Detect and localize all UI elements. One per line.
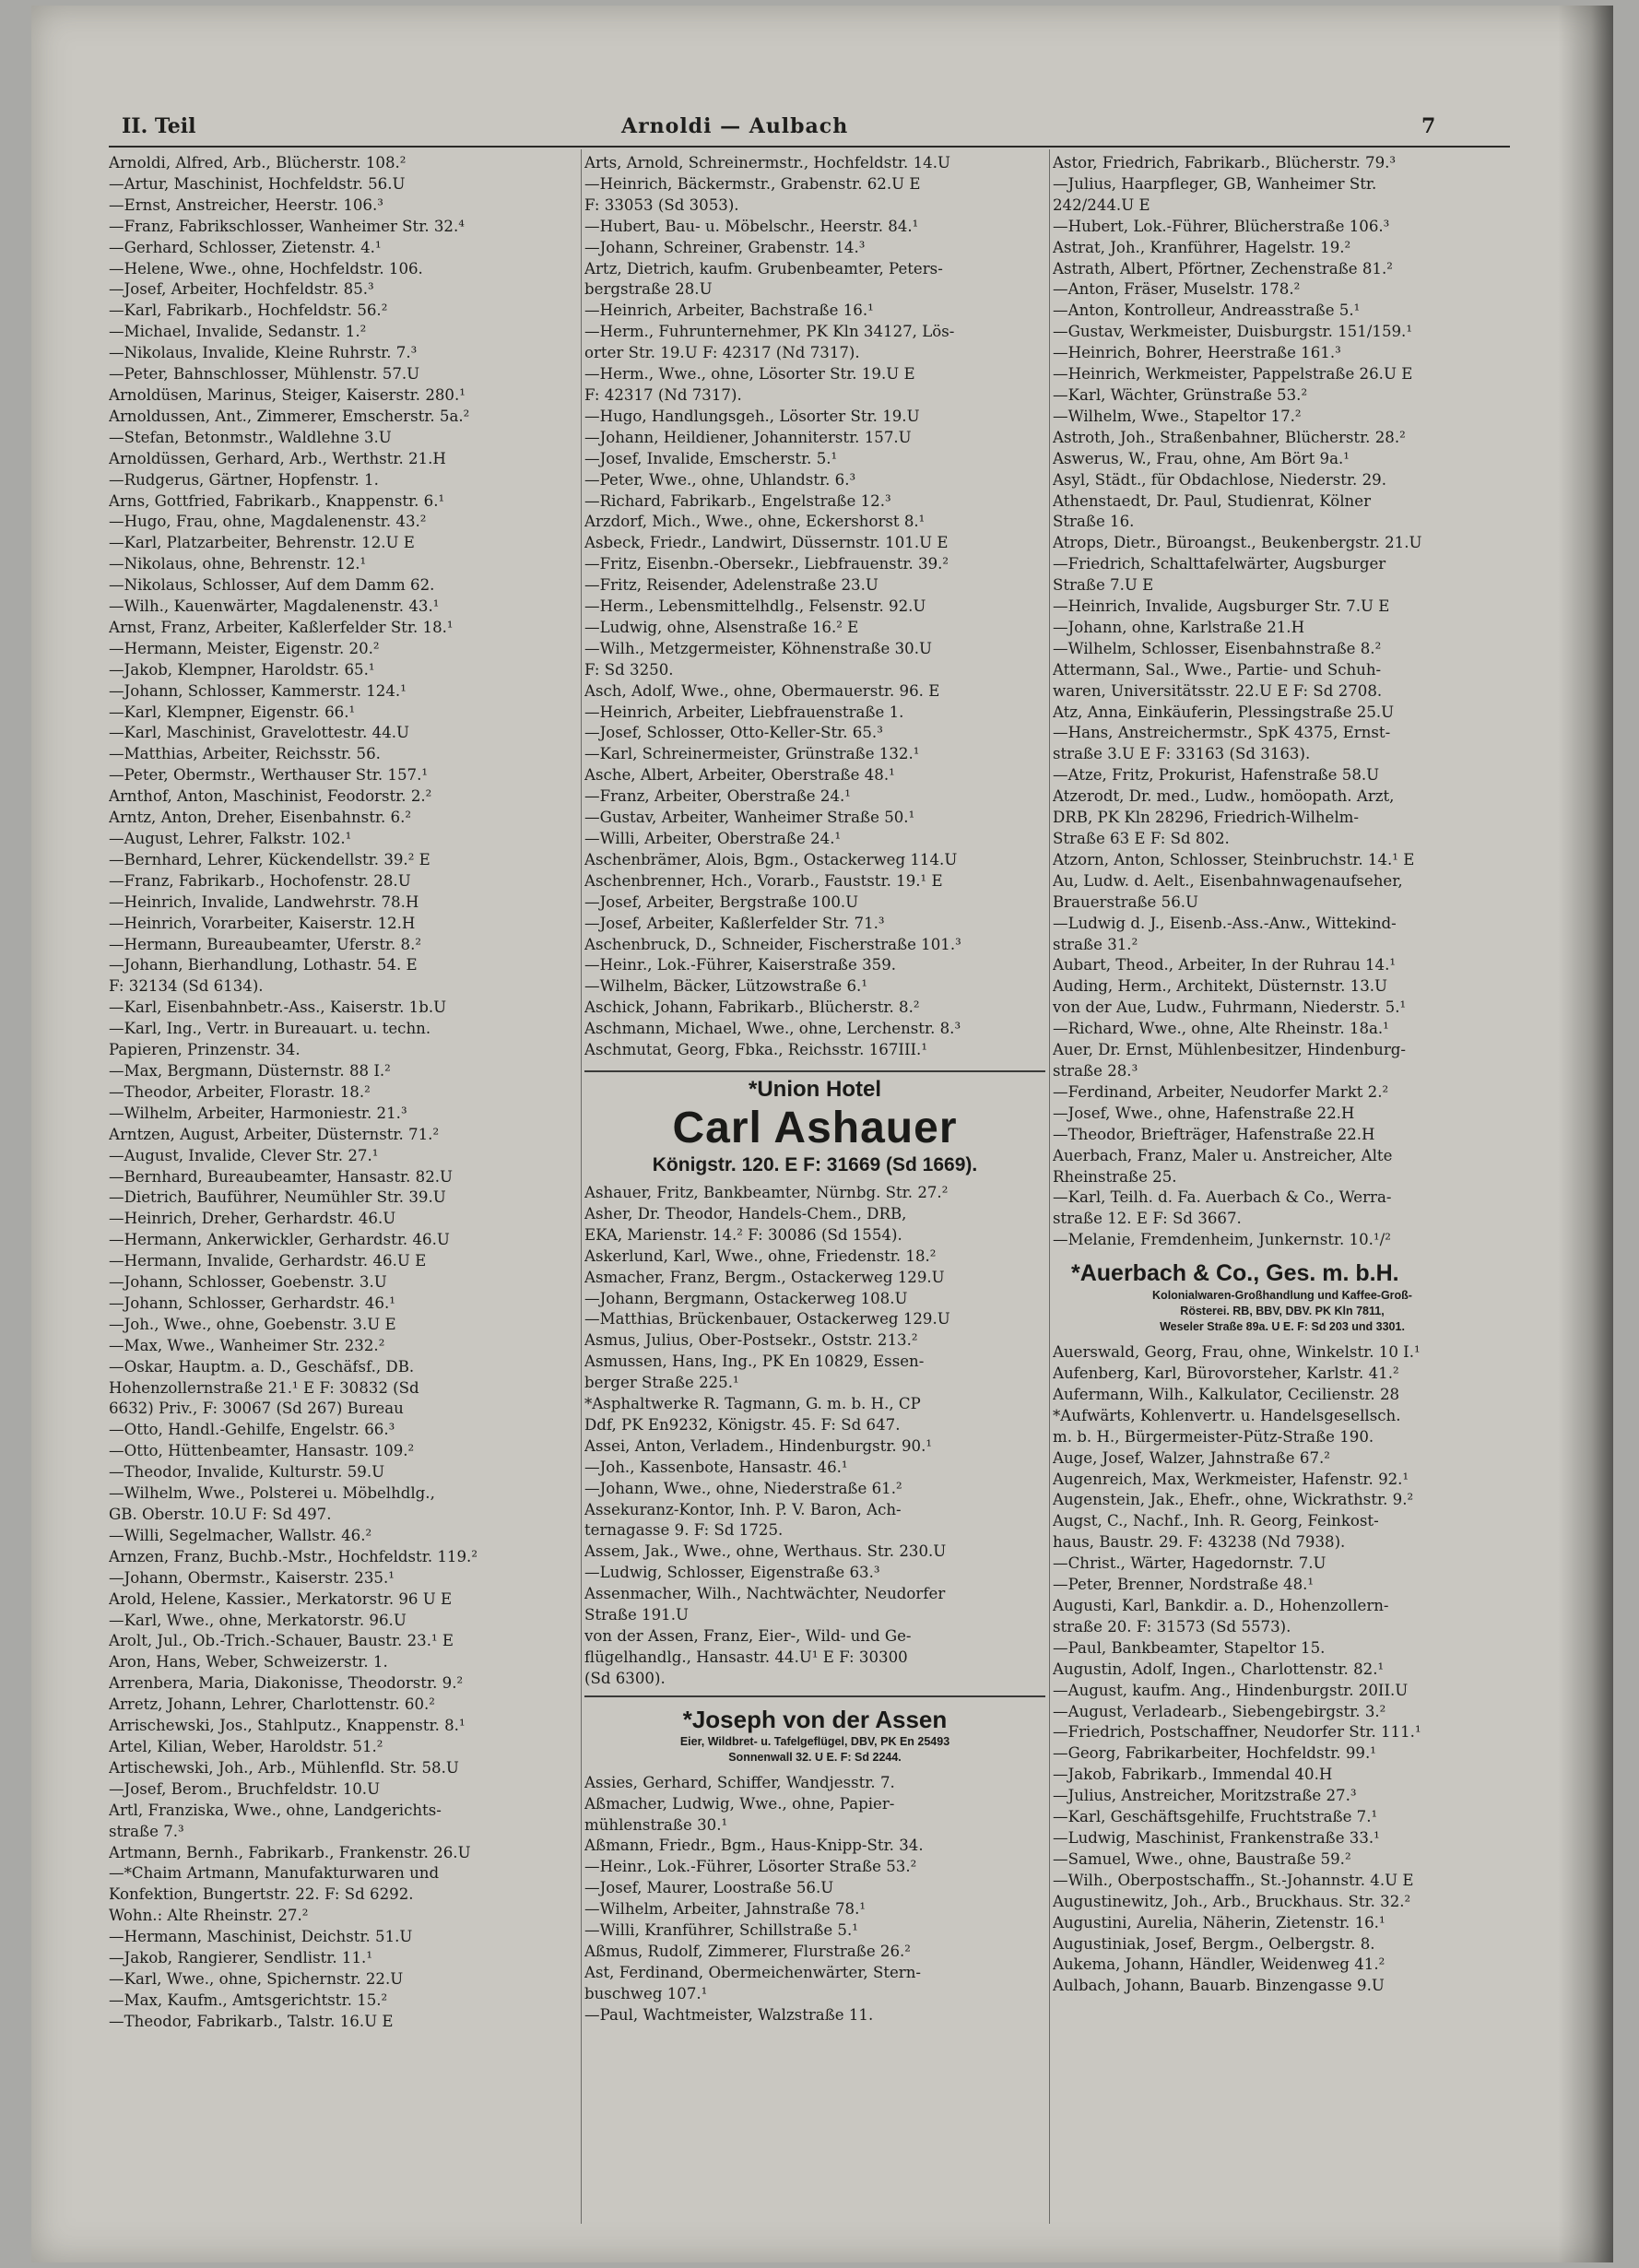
directory-entry: Arretz, Johann, Lehrer, Charlottenstr. 60.² <box>109 1695 435 1714</box>
directory-entry: Atz, Anna, Einkäuferin, Plessingstraße 25.U <box>1053 703 1395 721</box>
directory-entry: Asch, Adolf, Wwe., ohne, Obermauerstr. 96. E <box>584 681 940 700</box>
directory-entry: —Karl, Wächter, Grünstraße 53.² <box>1053 385 1308 404</box>
directory-entry: ternagasse 9. F: Sd 1725. <box>584 1521 784 1540</box>
directory-entry: —Oskar, Hauptm. a. D., Geschäfsf., DB. <box>109 1357 415 1376</box>
directory-entry: —Willi, Arbeiter, Oberstraße 24.¹ <box>584 830 842 847</box>
directory-entry: —Heinrich, Invalide, Landwehrstr. 78.H <box>109 892 419 911</box>
directory-entry: —Ernst, Anstreicher, Heerstr. 106.³ <box>109 195 383 214</box>
directory-entry: Arts, Arnold, Schreinermstr., Hochfeldstr. 14.U <box>584 154 950 171</box>
directory-entry: Aschick, Johann, Fabrikarb., Blücherstr. 8.² <box>584 998 920 1017</box>
directory-entry: —Anton, Fräser, Muselstr. 178.² <box>1053 280 1301 299</box>
directory-entry: —Herm., Lebensmittelhdlg., Felsenstr. 92.U <box>584 597 926 616</box>
directory-entry: —Karl, Wwe., ohne, Spichernstr. 22.U <box>109 1969 404 1988</box>
entry-list <box>109 153 579 2033</box>
directory-entry: Arnthof, Anton, Maschinist, Feodorstr. 2.² <box>109 787 432 806</box>
directory-entry: —Josef, Berom., Bruchfeldstr. 10.U <box>109 1779 381 1798</box>
directory-entry: —Franz, Fabrikarb., Hochofenstr. 28.U <box>109 871 411 890</box>
directory-entry: Arnzen, Franz, Buchb.-Mstr., Hochfeldstr. 119.² <box>109 1547 478 1565</box>
directory-entry: Astor, Friedrich, Fabrikarb., Blücherstr. 79.³ <box>1053 154 1397 171</box>
directory-entry: DRB, PK Kln 28296, Friedrich-Wilhelm- <box>1053 809 1360 827</box>
directory-entry: —Matthias, Arbeiter, Reichsstr. 56. <box>109 745 381 763</box>
directory-entry: Arrenbera, Maria, Diakonisse, Theodorstr. 9.² <box>109 1674 464 1693</box>
directory-entry: straße 7.³ <box>109 1822 184 1840</box>
directory-entry: —Wilhelm, Wwe., Stapeltor 17.² <box>1053 407 1302 425</box>
directory-entry: Augusti, Karl, Bankdir. a. D., Hohenzollern- <box>1053 1597 1389 1614</box>
directory-entry: —Heinrich, Invalide, Augsburger Str. 7.U E <box>1053 597 1390 616</box>
directory-entry: —Artur, Maschinist, Hochfeldstr. 56.U <box>109 174 406 193</box>
directory-entry: buschweg 107.¹ <box>584 1984 708 2002</box>
directory-entry: Ast, Ferdinand, Obermeichenwärter, Stern- <box>584 1963 922 1981</box>
directory-entry: —Hans, Anstreichermstr., SpK 4375, Ernst- <box>1053 724 1391 742</box>
directory-page <box>31 6 1613 2262</box>
directory-entry: —Karl, Klempner, Eigenstr. 66.¹ <box>109 703 356 721</box>
directory-entry: —Josef, Wwe., ohne, Hafenstraße 22.H <box>1053 1104 1355 1122</box>
directory-entry: —Peter, Brenner, Nordstraße 48.¹ <box>1053 1576 1315 1594</box>
directory-entry: 242/244.U E <box>1053 195 1150 214</box>
directory-entry: —Johann, Wwe., ohne, Niederstraße 61.² <box>584 1479 902 1497</box>
directory-entry: Atrops, Dietr., Büroangst., Beukenbergstr. 21.U <box>1053 534 1422 552</box>
advert-line: Eier, Wildbret- u. Tafelgeflügel, DBV, PK En 25493 <box>679 1734 950 1748</box>
directory-entry: Aschenbrenner, Hch., Vorarb., Fauststr. 19.¹ E <box>584 871 943 890</box>
directory-entry: straße 12. E F: Sd 3667. <box>1053 1210 1242 1228</box>
entry-list <box>584 1773 1045 2026</box>
directory-entry: —Wilhelm, Bäcker, Lützowstraße 6.¹ <box>584 977 867 996</box>
directory-entry: —Karl, Geschäftsgehilfe, Fruchtstraße 7.¹ <box>1053 1808 1378 1826</box>
column-3 <box>1053 153 1512 1997</box>
directory-entry: Augustin, Adolf, Ingen., Charlottenstr. 82.¹ <box>1053 1660 1385 1678</box>
directory-entry: Asmussen, Hans, Ing., PK En 10829, Essen- <box>584 1353 925 1371</box>
directory-entry: —Josef, Arbeiter, Kaßlerfelder Str. 71.³ <box>584 914 885 932</box>
directory-entry: —Ferdinand, Arbeiter, Neudorfer Markt 2.² <box>1053 1082 1389 1101</box>
directory-entry: —Friedrich, Postschaffner, Neudorfer Str. 111.¹ <box>1053 1723 1421 1742</box>
directory-entry: —Heinrich, Vorarbeiter, Kaiserstr. 12.H <box>109 914 416 932</box>
directory-entry: —Wilhelm, Arbeiter, Harmoniestr. 21.³ <box>109 1104 407 1122</box>
directory-entry: Artz, Dietrich, kaufm. Grubenbeamter, Peters- <box>584 259 943 278</box>
directory-entry: —Wilhelm, Arbeiter, Jahnstraße 78.¹ <box>584 1900 867 1919</box>
directory-entry: —Heinrich, Bohrer, Heerstraße 161.³ <box>1053 344 1341 362</box>
directory-entry: —Wilh., Kauenwärter, Magdalenenstr. 43.¹ <box>109 597 440 616</box>
directory-entry: Straße 191.U <box>584 1606 689 1624</box>
directory-entry: —Friedrich, Schalttafelwärter, Augsburger <box>1053 555 1386 573</box>
directory-entry: Augustini, Aurelia, Näherin, Zietenstr. 16.¹ <box>1053 1913 1385 1931</box>
directory-entry: Auge, Josef, Walzer, Jahnstraße 67.² <box>1053 1448 1330 1467</box>
directory-entry: Assenmacher, Wilh., Nachtwächter, Neudorfer <box>584 1585 946 1603</box>
directory-entry: —Hermann, Meister, Eigenstr. 20.² <box>109 639 380 657</box>
directory-entry: von der Assen, Franz, Eier-, Wild- und Ge- <box>584 1627 912 1645</box>
directory-entry: —Heinr., Lok.-Führer, Lösorter Straße 53.² <box>584 1858 917 1876</box>
directory-entry: Auerbach, Franz, Maler u. Anstreicher, Alte <box>1053 1146 1393 1164</box>
directory-entry: Augenstein, Jak., Ehefr., ohne, Wickrathstr. 9.² <box>1053 1491 1414 1509</box>
directory-entry: bergstraße 28.U <box>584 280 713 299</box>
directory-entry: —Willi, Kranführer, Schillstraße 5.¹ <box>584 1921 858 1940</box>
directory-entry: —Heinrich, Arbeiter, Bachstraße 16.¹ <box>584 301 874 320</box>
directory-entry: —Otto, Hüttenbeamter, Hansastr. 109.² <box>109 1442 415 1460</box>
directory-entry: —Paul, Bankbeamter, Stapeltor 15. <box>1053 1638 1326 1657</box>
directory-entry: —Herm., Fuhrunternehmer, PK Kln 34127, Lös- <box>584 323 955 341</box>
directory-entry: —Karl, Wwe., ohne, Merkatorstr. 96.U <box>109 1611 407 1629</box>
directory-entry: —Wilh., Metzgermeister, Köhnenstraße 30.U <box>584 639 932 657</box>
directory-entry: Assekuranz-Kontor, Inh. P. V. Baron, Ach- <box>584 1500 902 1518</box>
directory-entry: Konfektion, Bungertstr. 22. F: Sd 6292. <box>109 1885 414 1904</box>
directory-entry: EKA, Marienstr. 14.² F: 30086 (Sd 1554). <box>584 1225 902 1244</box>
directory-entry: Asyl, Städt., für Obdachlose, Niederstr. 29. <box>1053 470 1386 489</box>
directory-entry: —Karl, Ing., Vertr. in Bureauart. u. techn. <box>109 1020 431 1038</box>
directory-entry: —Atze, Fritz, Prokurist, Hafenstraße 58.U <box>1053 766 1380 785</box>
directory-entry: F: Sd 3250. <box>584 660 674 679</box>
directory-entry: Aschmann, Michael, Wwe., ohne, Lerchenstr. 8.³ <box>584 1020 961 1038</box>
column-1 <box>109 153 579 2033</box>
directory-entry: —Ludwig, Maschinist, Frankenstraße 33.¹ <box>1053 1828 1380 1847</box>
column-2 <box>584 153 1045 2026</box>
directory-entry: —Johann, Obermstr., Kaiserstr. 235.¹ <box>109 1568 395 1587</box>
directory-entry: —Dietrich, Bauführer, Neumühler Str. 39.U <box>109 1188 446 1207</box>
advert-union-hotel <box>584 1070 1045 1177</box>
directory-entry: berger Straße 225.¹ <box>584 1374 739 1392</box>
directory-entry: —Rudgerus, Gärtner, Hopfenstr. 1. <box>109 470 379 489</box>
directory-entry: —Johann, Schlosser, Kammerstr. 124.¹ <box>109 681 407 700</box>
column-divider <box>1049 149 1050 2224</box>
directory-entry: —Michael, Invalide, Sedanstr. 1.² <box>109 323 367 341</box>
directory-entry: Aron, Hans, Weber, Schweizerstr. 1. <box>109 1653 388 1671</box>
directory-entry: —Heinrich, Bäckermstr., Grabenstr. 62.U E <box>584 174 921 193</box>
directory-entry: Artel, Kilian, Weber, Haroldstr. 51.² <box>109 1737 383 1755</box>
directory-entry: Straße 16. <box>1053 513 1135 531</box>
directory-entry: F: 32134 (Sd 6134). <box>109 977 264 996</box>
directory-entry: —Joh., Wwe., ohne, Goebenstr. 3.U E <box>109 1315 396 1333</box>
directory-entry: Arntz, Anton, Dreher, Eisenbahnstr. 6.² <box>109 809 412 827</box>
directory-entry: —Joh., Kassenbote, Hansastr. 46.¹ <box>584 1458 848 1476</box>
directory-entry: —Samuel, Wwe., ohne, Baustraße 59.² <box>1053 1849 1351 1868</box>
directory-entry: GB. Oberstr. 10.U F: Sd 497. <box>109 1506 332 1523</box>
directory-entry: —Fritz, Eisenbn.-Obersekr., Liebfrauenstr. 39.² <box>584 555 949 573</box>
advert-name: *Auerbach & Co., Ges. m. b.H. <box>1071 1260 1399 1287</box>
directory-entry: —Karl, Fabrikarb., Hochfeldstr. 56.² <box>109 301 388 320</box>
directory-entry: —Franz, Arbeiter, Oberstraße 24.¹ <box>584 787 851 806</box>
directory-entry: Asmacher, Franz, Bergm., Ostackerweg 129.U <box>584 1268 945 1286</box>
directory-entry: haus, Baustr. 29. F: 43238 (Nd 7938). <box>1053 1533 1346 1552</box>
directory-entry: —Ludwig, Schlosser, Eigenstraße 63.³ <box>584 1564 880 1582</box>
directory-entry: Ashauer, Fritz, Bankbeamter, Nürnbg. Str. 27.² <box>584 1183 949 1201</box>
directory-entry: (Sd 6300). <box>584 1669 666 1687</box>
directory-entry: —Georg, Fabrikarbeiter, Hochfeldstr. 99.¹ <box>1053 1744 1376 1763</box>
directory-entry: —Wilh., Oberpostschaffn., St.-Johannstr. 4.U E <box>1053 1871 1414 1889</box>
directory-entry: F: 33053 (Sd 3053). <box>584 195 739 214</box>
advert-address: Königstr. 120. E F: 31669 (Sd 1669). <box>652 1153 978 1175</box>
directory-entry: —Hermann, Invalide, Gerhardstr. 46.U E <box>109 1252 427 1270</box>
directory-entry: straße 31.² <box>1053 935 1138 953</box>
directory-entry: —Nikolaus, ohne, Behrenstr. 12.¹ <box>109 555 367 573</box>
directory-entry: straße 3.U E F: 33163 (Sd 3163). <box>1053 745 1311 763</box>
directory-entry: Aschenbrämer, Alois, Bgm., Ostackerweg 114.U <box>584 850 958 868</box>
directory-entry: —Johann, Bierhandlung, Lothastr. 54. E <box>109 956 418 975</box>
directory-entry: —Johann, Bergmann, Ostackerweg 108.U <box>584 1289 908 1307</box>
directory-entry: F: 42317 (Nd 7317). <box>584 385 742 404</box>
directory-entry: Aßmus, Rudolf, Zimmerer, Flurstraße 26.² <box>584 1942 911 1960</box>
directory-entry: —Heinrich, Arbeiter, Liebfrauenstraße 1. <box>584 703 904 721</box>
directory-entry: —Matthias, Brückenbauer, Ostackerweg 129.U <box>584 1310 950 1329</box>
directory-entry: Aufenberg, Karl, Bürovorsteher, Karlstr. 41.² <box>1053 1364 1399 1383</box>
directory-entry: —August, Lehrer, Falkstr. 102.¹ <box>109 830 352 847</box>
page-header-range: Arnoldi — Aulbach <box>621 114 849 138</box>
directory-entry: Arnoldussen, Ant., Zimmerer, Emscherstr. 5a.² <box>109 407 470 425</box>
directory-entry: —Max, Kaufm., Amtsgerichtstr. 15.² <box>109 1990 388 2009</box>
directory-entry: —Karl, Schreinermeister, Grünstraße 132.¹ <box>584 745 920 763</box>
advert-title: *Union Hotel <box>749 1076 881 1102</box>
directory-entry: —Nikolaus, Schlosser, Auf dem Damm 62. <box>109 576 435 595</box>
directory-entry: waren, Universitätsstr. 22.U E F: Sd 2708. <box>1053 681 1383 700</box>
directory-entry: mühlenstraße 30.¹ <box>584 1815 728 1834</box>
directory-entry: —Heinrich, Dreher, Gerhardstr. 46.U <box>109 1210 396 1228</box>
directory-entry: —Josef, Maurer, Loostraße 56.U <box>584 1879 834 1897</box>
directory-entry: —Peter, Bahnschlosser, Mühlenstr. 57.U <box>109 365 420 384</box>
directory-entry: —Nikolaus, Invalide, Kleine Ruhrstr. 7.³ <box>109 344 418 362</box>
directory-entry: Arrischewski, Jos., Stahlputz., Knappenstr. 8.¹ <box>109 1717 466 1735</box>
directory-entry: —Hugo, Frau, ohne, Magdalenenstr. 43.² <box>109 513 427 531</box>
directory-entry: Augustiniak, Josef, Bergm., Oelbergstr. 8. <box>1053 1934 1375 1953</box>
directory-entry: Rheinstraße 25. <box>1053 1167 1177 1186</box>
directory-entry: —Josef, Arbeiter, Hochfeldstr. 85.³ <box>109 280 374 299</box>
entry-list <box>1053 1342 1512 1997</box>
directory-entry: Aswerus, W., Frau, ohne, Am Bört 9a.¹ <box>1053 449 1350 467</box>
directory-entry: Augenreich, Max, Werkmeister, Hafenstr. 92.¹ <box>1053 1470 1409 1488</box>
directory-entry: —Hermann, Bureaubeamter, Uferstr. 8.² <box>109 935 422 953</box>
directory-entry: flügelhandlg., Hansastr. 44.U¹ E F: 30300 <box>584 1648 908 1666</box>
directory-entry: Asmus, Julius, Ober-Postsekr., Oststr. 213.² <box>584 1331 918 1350</box>
directory-entry: —Josef, Arbeiter, Bergstraße 100.U <box>584 892 859 911</box>
directory-entry: Arnoldüssen, Gerhard, Arb., Werthstr. 21.H <box>109 449 446 467</box>
directory-entry: —Wilhelm, Wwe., Polsterei u. Möbelhdlg., <box>109 1484 435 1503</box>
directory-entry: Brauerstraße 56.U <box>1053 892 1199 911</box>
directory-entry: Arnoldi, Alfred, Arb., Blücherstr. 108.² <box>109 154 407 171</box>
directory-entry: —Julius, Haarpfleger, GB, Wanheimer Str. <box>1053 174 1377 193</box>
directory-entry: —Theodor, Arbeiter, Florastr. 18.² <box>109 1082 371 1101</box>
header-rule <box>109 146 1510 148</box>
directory-entry: Papieren, Prinzenstr. 34. <box>109 1041 301 1059</box>
directory-entry: Augst, C., Nachf., Inh. R. Georg, Feinkost- <box>1053 1512 1379 1530</box>
directory-entry: Assem, Jak., Wwe., ohne, Werthaus. Str. 230.U <box>584 1542 947 1561</box>
directory-entry: Wohn.: Alte Rheinstr. 27.² <box>109 1907 309 1925</box>
directory-entry: —Gerhard, Schlosser, Zietenstr. 4.¹ <box>109 238 382 256</box>
directory-entry: —Max, Bergmann, Düsternstr. 88 I.² <box>109 1061 391 1080</box>
directory-entry: —Helene, Wwe., ohne, Hochfeldstr. 106. <box>109 259 423 278</box>
advert-name: *Joseph von der Assen <box>682 1705 948 1733</box>
directory-entry: —Theodor, Fabrikarb., Talstr. 16.U E <box>109 2012 394 2030</box>
advert-line: Rösterei. RB, BBV, DBV. PK Kln 7811, <box>1180 1305 1385 1318</box>
directory-entry: Arnst, Franz, Arbeiter, Kaßlerfelder Str. 18.¹ <box>109 618 454 636</box>
directory-entry: Aufermann, Wilh., Kalkulator, Cecilienstr. 28 <box>1053 1385 1400 1403</box>
directory-entry: —Bernhard, Lehrer, Kückendellstr. 39.² E <box>109 850 430 868</box>
directory-entry: Asher, Dr. Theodor, Handels-Chem., DRB, <box>584 1204 907 1223</box>
directory-entry: Auerswald, Georg, Frau, ohne, Winkelstr. 10 I.¹ <box>1053 1343 1421 1362</box>
directory-entry: Askerlund, Karl, Wwe., ohne, Friedenstr. 18.² <box>584 1246 937 1265</box>
directory-entry: Asche, Albert, Arbeiter, Oberstraße 48.¹ <box>584 766 895 785</box>
directory-entry: —Johann, ohne, Karlstraße 21.H <box>1053 618 1305 636</box>
directory-entry: —Johann, Schlosser, Goebenstr. 3.U <box>109 1273 387 1292</box>
directory-entry: Arns, Gottfried, Fabrikarb., Knappenstr. 6.¹ <box>109 491 445 510</box>
advert-line: Kolonialwaren-Großhandlung und Kaffee-Groß- <box>1152 1289 1412 1303</box>
directory-entry: —Gustav, Werkmeister, Duisburgstr. 151/159.¹ <box>1053 323 1412 341</box>
page-header-section: II. Teil <box>122 114 196 138</box>
directory-entry: Au, Ludw. d. Aelt., Eisenbahnwagenaufseher, <box>1053 871 1403 890</box>
directory-entry: —Theodor, Briefträger, Hafenstraße 22.H <box>1053 1125 1375 1143</box>
directory-entry: —Gustav, Arbeiter, Wanheimer Straße 50.¹ <box>584 809 915 827</box>
directory-entry: —Hubert, Lok.-Führer, Blücherstraße 106.³ <box>1053 217 1390 235</box>
directory-entry: Atzorn, Anton, Schlosser, Steinbruchstr. 14.¹ E <box>1053 850 1415 868</box>
advert-name: Carl Ashauer <box>672 1103 958 1152</box>
entry-list <box>584 153 1045 1061</box>
page-number: 7 <box>1421 114 1436 138</box>
directory-entry: Hohenzollernstraße 21.¹ E F: 30832 (Sd <box>109 1378 419 1397</box>
directory-entry: Astrath, Albert, Pförtner, Zechenstraße 81.² <box>1053 259 1393 278</box>
directory-entry: *Asphaltwerke R. Tagmann, G. m. b. H., CP <box>584 1395 921 1413</box>
directory-entry: *Aufwärts, Kohlenvertr. u. Handelsgesellsch. <box>1053 1406 1401 1424</box>
directory-entry: —Bernhard, Bureaubeamter, Hansastr. 82.U <box>109 1167 454 1186</box>
directory-entry: Aschmutat, Georg, Fbka., Reichsstr. 167III.¹ <box>584 1041 927 1059</box>
directory-entry: Aukema, Johann, Händler, Weidenweg 41.² <box>1053 1955 1385 1974</box>
directory-entry: Aschenbruck, D., Schneider, Fischerstraße 101.³ <box>584 935 961 953</box>
directory-entry: —Max, Wwe., Wanheimer Str. 232.² <box>109 1336 385 1354</box>
directory-entry: —Otto, Handl.-Gehilfe, Engelstr. 66.³ <box>109 1421 395 1439</box>
directory-entry: —Herm., Wwe., ohne, Lösorter Str. 19.U E <box>584 365 915 384</box>
directory-entry: Astroth, Joh., Straßenbahner, Blücherstr. 28.² <box>1053 428 1406 446</box>
directory-entry: —Anton, Kontrolleur, Andreasstraße 5.¹ <box>1053 301 1361 320</box>
directory-entry: Artischewski, Joh., Arb., Mühlenfld. Str. 58.U <box>109 1758 459 1777</box>
directory-entry: Assies, Gerhard, Schiffer, Wandjesstr. 7. <box>584 1773 895 1791</box>
directory-entry: orter Str. 19.U F: 42317 (Nd 7317). <box>584 344 860 362</box>
directory-entry: —Christ., Wärter, Hagedornstr. 7.U <box>1053 1554 1327 1573</box>
directory-entry: Ddf, PK En9232, Königstr. 45. F: Sd 647. <box>584 1415 901 1434</box>
directory-entry: —Franz, Fabrikschlosser, Wanheimer Str. 32.⁴ <box>109 217 465 235</box>
directory-entry: —Ludwig, ohne, Alsenstraße 16.² E <box>584 618 859 636</box>
directory-entry: —Karl, Teilh. d. Fa. Auerbach & Co., Werra- <box>1053 1188 1392 1207</box>
directory-entry: Assei, Anton, Verladem., Hindenburgstr. 90.¹ <box>584 1436 933 1455</box>
directory-entry: —August, Verladearb., Siebengebirgstr. 3.² <box>1053 1702 1386 1720</box>
advert-joseph-von-der-assen <box>584 1695 1045 1766</box>
directory-entry: Asbeck, Friedr., Landwirt, Düssernstr. 101.U E <box>584 534 949 552</box>
directory-entry: —Heinr., Lok.-Führer, Kaiserstraße 359. <box>584 956 897 975</box>
directory-entry: —Paul, Wachtmeister, Walzstraße 11. <box>584 2005 874 2024</box>
column-divider <box>581 149 582 2224</box>
directory-entry: —Jakob, Fabrikarb., Immendal 40.H <box>1053 1766 1333 1784</box>
directory-entry: —Peter, Wwe., ohne, Uhlandstr. 6.³ <box>584 470 856 489</box>
directory-entry: —Wilhelm, Schlosser, Eisenbahnstraße 8.² <box>1053 639 1382 657</box>
directory-entry: Augustinewitz, Joh., Arb., Bruckhaus. Str. 32.² <box>1053 1892 1411 1910</box>
directory-entry: Athenstaedt, Dr. Paul, Studienrat, Kölner <box>1053 491 1371 510</box>
directory-entry: —August, kaufm. Ang., Hindenburgstr. 20II.U <box>1053 1681 1409 1699</box>
directory-entry: —Theodor, Invalide, Kulturstr. 59.U <box>109 1463 385 1482</box>
directory-entry: Arnoldüsen, Marinus, Steiger, Kaiserstr. 280.¹ <box>109 385 466 404</box>
directory-entry: Aubart, Theod., Arbeiter, In der Ruhrau 14.¹ <box>1053 956 1397 975</box>
directory-entry: Arntzen, August, Arbeiter, Düsternstr. 71.² <box>109 1125 440 1143</box>
directory-entry: Arzdorf, Mich., Wwe., ohne, Eckershorst 8.¹ <box>584 513 926 531</box>
directory-entry: —Fritz, Reisender, Adelenstraße 23.U <box>584 576 878 595</box>
advert-line: Sonnenwall 32. U E. F: Sd 2244. <box>728 1750 902 1764</box>
page-binding-shadow <box>1558 6 1613 2262</box>
advert-line: Weseler Straße 89a. U E. F: Sd 203 und 3301. <box>1160 1320 1405 1334</box>
directory-entry: —Josef, Schlosser, Otto-Keller-Str. 65.³ <box>584 724 883 742</box>
directory-entry: straße 28.³ <box>1053 1061 1138 1080</box>
entry-list <box>584 1183 1045 1690</box>
directory-entry: Artl, Franziska, Wwe., ohne, Landgerichts- <box>109 1801 442 1819</box>
directory-entry: Artmann, Bernh., Fabrikarb., Frankenstr. 26.U <box>109 1843 471 1861</box>
directory-entry: Auer, Dr. Ernst, Mühlenbesitzer, Hindenburg- <box>1053 1041 1406 1059</box>
directory-entry: —Johann, Schlosser, Gerhardstr. 46.¹ <box>109 1293 395 1312</box>
directory-entry: —Karl, Platzarbeiter, Behrenstr. 12.U E <box>109 534 415 552</box>
directory-entry: —August, Invalide, Clever Str. 27.¹ <box>109 1146 379 1164</box>
directory-entry: —Julius, Anstreicher, Moritzstraße 27.³ <box>1053 1787 1357 1805</box>
directory-entry: —Hermann, Ankerwickler, Gerhardstr. 46.U <box>109 1231 450 1249</box>
directory-entry: 6632) Priv., F: 30067 (Sd 267) Bureau <box>109 1400 404 1418</box>
directory-entry: Aßmacher, Ludwig, Wwe., ohne, Papier- <box>584 1794 895 1813</box>
directory-entry: Straße 63 E F: Sd 802. <box>1053 830 1230 847</box>
directory-entry: Atzerodt, Dr. med., Ludw., homöopath. Arzt, <box>1053 787 1395 806</box>
directory-entry: —Willi, Segelmacher, Wallstr. 46.² <box>109 1526 372 1544</box>
directory-entry: —Hugo, Handlungsgeh., Lösorter Str. 19.U <box>584 407 920 425</box>
advert-auerbach <box>1053 1258 1512 1335</box>
directory-entry: —Karl, Eisenbahnbetr.-Ass., Kaiserstr. 1b.U <box>109 998 447 1017</box>
directory-entry: —Ludwig d. J., Eisenb.-Ass.-Anw., Wittekind- <box>1053 914 1397 932</box>
directory-entry: Aulbach, Johann, Bauarb. Binzengasse 9.U <box>1053 1977 1385 1995</box>
directory-entry: —Heinrich, Werkmeister, Pappelstraße 26.U E <box>1053 365 1413 384</box>
directory-entry: —Hermann, Maschinist, Deichstr. 51.U <box>109 1928 413 1946</box>
directory-entry: Auding, Herm., Architekt, Düsternstr. 13.U <box>1053 977 1388 996</box>
directory-entry: von der Aue, Ludw., Fuhrmann, Niederstr. 5.¹ <box>1053 998 1407 1017</box>
directory-entry: m. b. H., Bürgermeister-Pütz-Straße 190. <box>1053 1427 1374 1446</box>
directory-entry: —Jakob, Rangierer, Sendlistr. 11.¹ <box>109 1949 372 1967</box>
directory-entry: —Peter, Obermstr., Werthauser Str. 157.¹ <box>109 766 429 785</box>
directory-entry: Astrat, Joh., Kranführer, Hagelstr. 19.² <box>1053 238 1351 256</box>
directory-entry: Straße 7.U E <box>1053 576 1154 595</box>
directory-entry: —Hubert, Bau- u. Möbelschr., Heerstr. 84.¹ <box>584 217 919 235</box>
directory-entry: Attermann, Sal., Wwe., Partie- und Schuh- <box>1053 660 1382 679</box>
directory-entry: —Johann, Heildiener, Johanniterstr. 157.U <box>584 428 912 446</box>
directory-entry: —Johann, Schreiner, Grabenstr. 14.³ <box>584 238 866 256</box>
directory-entry: —Josef, Invalide, Emscherstr. 5.¹ <box>584 449 838 467</box>
directory-entry: —Richard, Fabrikarb., Engelstraße 12.³ <box>584 491 891 510</box>
directory-entry: —*Chaim Artmann, Manufakturwaren und <box>109 1864 440 1883</box>
directory-entry: Arolt, Jul., Ob.-Trich.-Schauer, Baustr. 23.¹ E <box>109 1632 454 1650</box>
entry-list <box>1053 153 1512 1251</box>
directory-entry: —Karl, Maschinist, Gravelottestr. 44.U <box>109 724 410 742</box>
directory-entry: —Stefan, Betonmstr., Waldlehne 3.U <box>109 428 392 446</box>
directory-entry: —Richard, Wwe., ohne, Alte Rheinstr. 18a.¹ <box>1053 1020 1389 1038</box>
directory-entry: —Jakob, Klempner, Haroldstr. 65.¹ <box>109 660 375 679</box>
directory-entry: Arold, Helene, Kassier., Merkatorstr. 96 U E <box>109 1589 453 1608</box>
directory-entry: Aßmann, Friedr., Bgm., Haus-Knipp-Str. 34. <box>584 1837 924 1855</box>
directory-entry: straße 20. F: 31573 (Sd 5573). <box>1053 1617 1291 1636</box>
directory-entry: —Melanie, Fremdenheim, Junkernstr. 10.¹/² <box>1053 1231 1391 1249</box>
